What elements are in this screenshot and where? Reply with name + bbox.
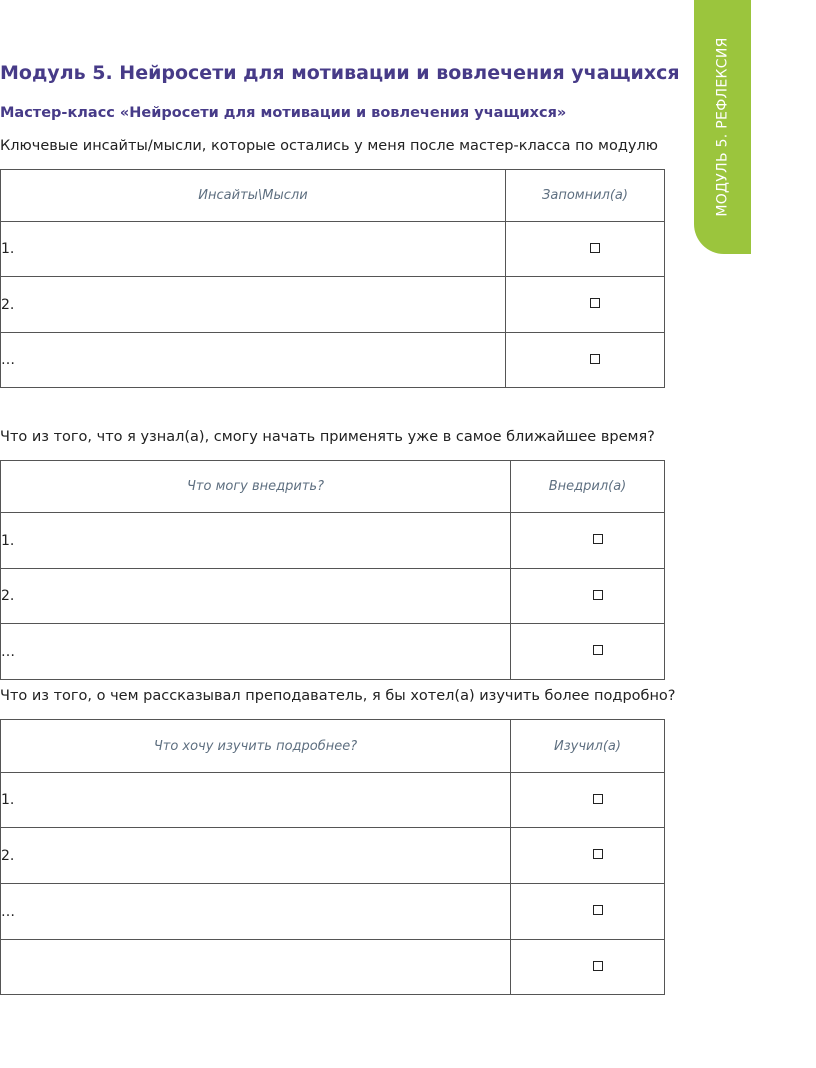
checkbox-cell [506, 222, 665, 277]
row-number[interactable]: 1. [1, 513, 511, 569]
checkbox[interactable] [590, 354, 600, 364]
insights-column-header: Инсайты\Мысли [1, 170, 506, 222]
module-title: Модуль 5. Нейросети для мотивации и вовлечения учащихся [0, 62, 680, 84]
checkbox-cell [511, 773, 665, 828]
studied-column-header: Изучил(а) [511, 720, 665, 773]
checkbox[interactable] [593, 534, 603, 544]
table-row [1, 513, 665, 569]
row-number[interactable]: 2. [1, 828, 511, 884]
row-number[interactable]: … [1, 884, 511, 940]
table-header-row [1, 170, 665, 222]
apply-table [0, 460, 665, 680]
row-number[interactable]: … [1, 624, 511, 680]
apply-column-header: Что могу внедрить? [1, 461, 511, 513]
section-1-prompt: Ключевые инсайты/мысли, которые остались у меня после мастер-класса по модулю [0, 138, 658, 154]
checkbox[interactable] [593, 961, 603, 971]
checkbox[interactable] [593, 794, 603, 804]
checkbox[interactable] [593, 645, 603, 655]
table-header-row [1, 461, 665, 513]
table-row [1, 828, 665, 884]
checkbox-cell [511, 828, 665, 884]
study-column-header: Что хочу изучить подробнее? [1, 720, 511, 773]
checkbox[interactable] [590, 298, 600, 308]
checkbox-cell [511, 569, 665, 624]
masterclass-title: Мастер-класс «Нейросети для мотивации и вовлечения учащихся» [0, 105, 567, 121]
checkbox[interactable] [593, 849, 603, 859]
row-number[interactable] [1, 940, 511, 995]
section-3-prompt: Что из того, о чем рассказывал преподаватель, я бы хотел(а) изучить более подробно? [0, 688, 676, 704]
checkbox[interactable] [593, 590, 603, 600]
insights-table [0, 169, 665, 388]
checkbox-cell [511, 884, 665, 940]
side-tab [694, 0, 751, 254]
row-number[interactable]: 2. [1, 277, 506, 333]
table-row [1, 624, 665, 680]
side-tab-label: МОДУЛЬ 5. РЕФЛЕКСИЯ [714, 37, 731, 217]
checkbox-cell [511, 624, 665, 680]
table-row [1, 333, 665, 388]
table-row [1, 277, 665, 333]
table-row [1, 222, 665, 277]
table-row [1, 940, 665, 995]
checkbox[interactable] [593, 905, 603, 915]
table-row [1, 569, 665, 624]
table-header-row [1, 720, 665, 773]
checkbox-cell [506, 333, 665, 388]
row-number[interactable]: … [1, 333, 506, 388]
row-number[interactable]: 1. [1, 773, 511, 828]
checkbox-cell [506, 277, 665, 333]
checkbox[interactable] [590, 243, 600, 253]
table-row [1, 773, 665, 828]
row-number[interactable]: 1. [1, 222, 506, 277]
checkbox-cell [511, 513, 665, 569]
remembered-column-header: Запомнил(а) [506, 170, 665, 222]
table-row [1, 884, 665, 940]
study-table [0, 719, 665, 995]
row-number[interactable]: 2. [1, 569, 511, 624]
implemented-column-header: Внедрил(а) [511, 461, 665, 513]
section-2-prompt: Что из того, что я узнал(а), смогу начать применять уже в самое ближайшее время? [0, 429, 655, 445]
checkbox-cell [511, 940, 665, 995]
